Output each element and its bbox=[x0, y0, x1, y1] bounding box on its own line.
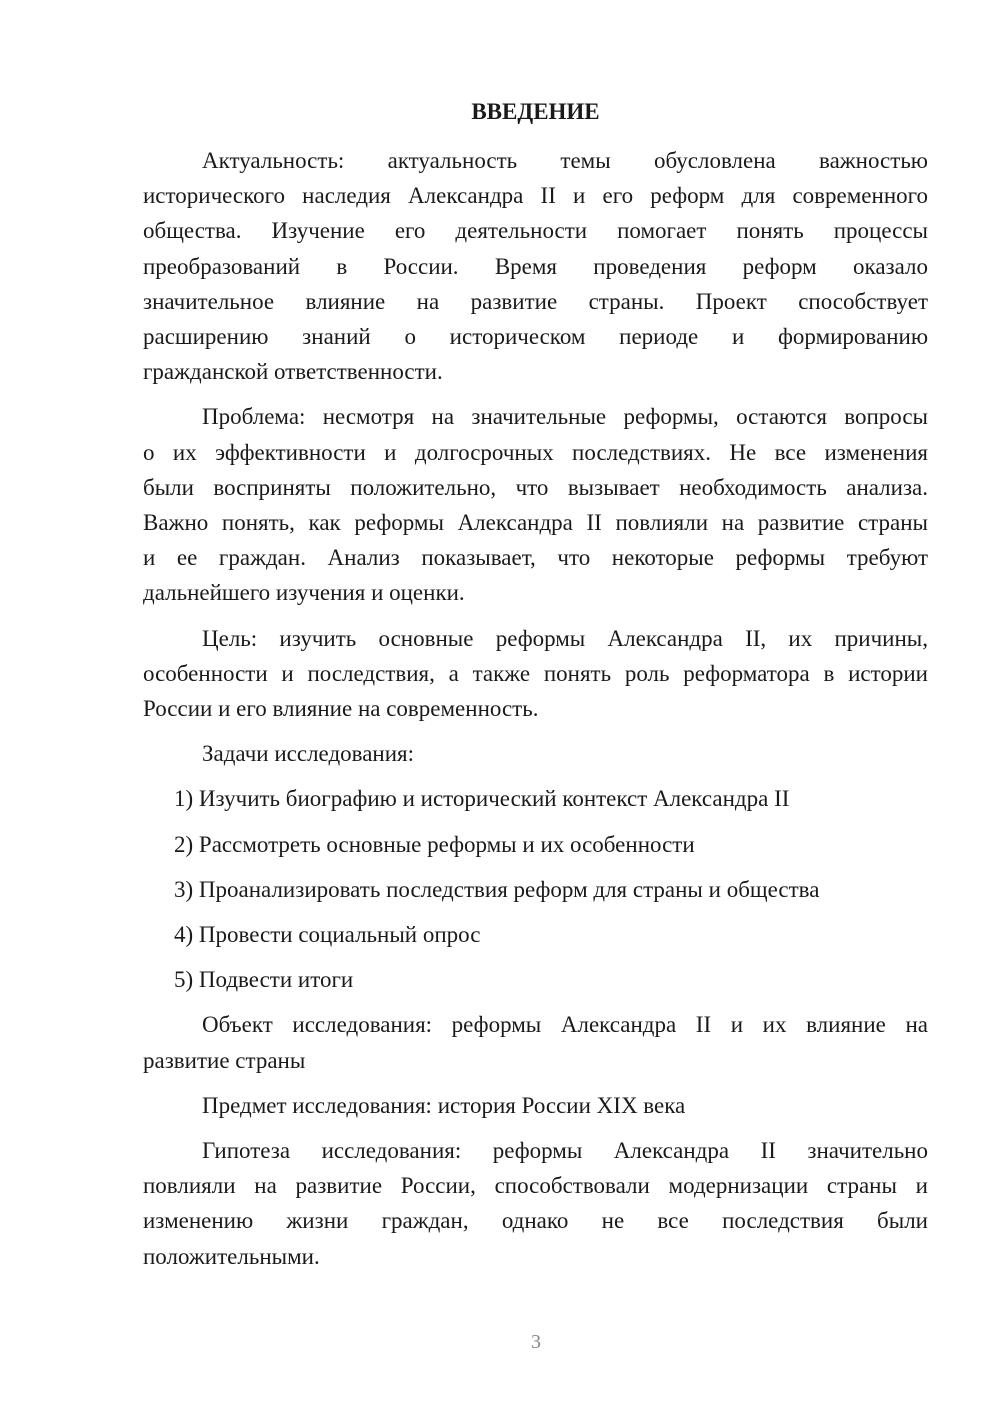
list-item: 1) Изучить биографию и исторический контекст Александра II bbox=[174, 786, 790, 812]
list-item: 3) Проанализировать последствия реформ для страны и общества bbox=[174, 876, 820, 902]
goal-paragraph bbox=[143, 621, 928, 727]
text-line: Проблема: несмотря на значительные реформы, остаются вопросы bbox=[202, 404, 928, 430]
text-line: исторического наследия Александра II и его реформ для современного bbox=[143, 183, 928, 209]
problem-paragraph bbox=[143, 399, 928, 610]
text-line: развитие страны bbox=[143, 1047, 306, 1073]
text-line: России и его влияние на современность. bbox=[143, 696, 539, 722]
text-line: преобразований в России. Время проведения реформ оказало bbox=[143, 253, 928, 279]
document-body bbox=[143, 94, 928, 1274]
text-line: дальнейшего изучения и оценки. bbox=[143, 580, 465, 606]
section-title: ВВЕДЕНИЕ bbox=[471, 99, 600, 124]
text-line: особенности и последствия, а также понять роль реформатора в истории bbox=[143, 660, 928, 686]
text-line: положительными. bbox=[143, 1243, 320, 1269]
text-line: и ее граждан. Анализ показывает, что некоторые реформы требуют bbox=[143, 545, 928, 571]
hypothesis-paragraph bbox=[143, 1133, 928, 1274]
tasks-list bbox=[143, 781, 928, 997]
text-line: Актуальность: актуальность темы обусловлена важностью bbox=[202, 148, 928, 173]
text-line: повлияли на развитие России, способствовали модернизации страны и bbox=[143, 1173, 928, 1199]
text-line: Гипотеза исследования: реформы Александра II значительно bbox=[202, 1138, 928, 1164]
text-line: расширению знаний о историческом периоде и формированию bbox=[143, 324, 928, 350]
object-paragraph bbox=[143, 1007, 928, 1077]
text-line: значительное влияние на развитие страны. Проект способствует bbox=[143, 288, 928, 314]
tasks-heading: Задачи исследования: bbox=[202, 741, 415, 767]
text-line: Цель: изучить основные реформы Александра II, их причины, bbox=[202, 625, 928, 651]
subject-paragraph: Предмет исследования: история России XIX века bbox=[202, 1092, 686, 1118]
list-item: 5) Подвести итоги bbox=[174, 967, 354, 993]
text-line: изменению жизни граждан, однако не все последствия были bbox=[143, 1208, 928, 1234]
list-item: 4) Провести социальный опрос bbox=[174, 922, 481, 948]
text-line: гражданской ответственности. bbox=[143, 359, 443, 385]
relevance-paragraph bbox=[143, 143, 928, 389]
text-line: Важно понять, как реформы Александра II повлияли на развитие страны bbox=[143, 510, 928, 536]
text-line: были восприняты положительно, что вызывает необходимость анализа. bbox=[143, 474, 928, 500]
text-line: общества. Изучение его деятельности помогает понять процессы bbox=[143, 218, 928, 244]
list-item: 2) Рассмотреть основные реформы и их особенности bbox=[174, 831, 695, 857]
text-line: Объект исследования: реформы Александра II и их влияние на bbox=[202, 1012, 928, 1038]
text-line: о их эффективности и долгосрочных последствиях. Не все изменения bbox=[143, 439, 928, 465]
page-number: 3 bbox=[531, 1331, 541, 1353]
